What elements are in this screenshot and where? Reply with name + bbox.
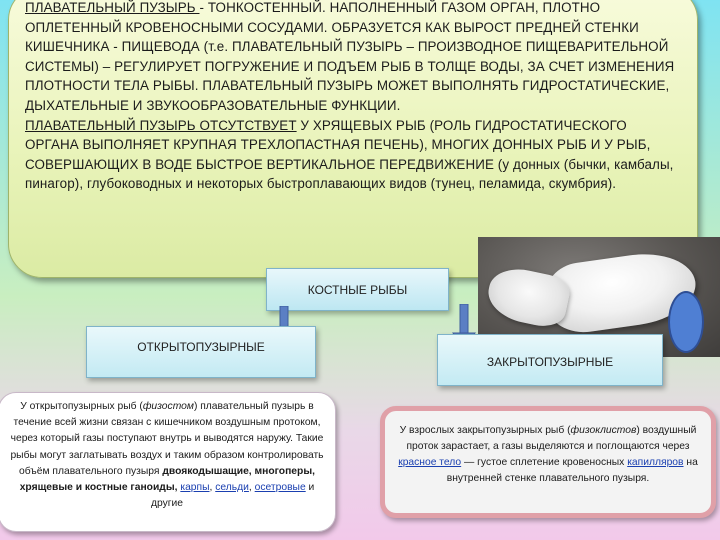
term-swim-bladder: ПЛАВАТЕЛЬНЫЙ ПУЗЫРЬ [25, 0, 200, 15]
main-description [25, 0, 680, 194]
desc-closed-text-1: У взрослых закрытопузырных рыб ( [399, 425, 571, 436]
link-carps[interactable]: карпы [180, 482, 210, 494]
term-swim-bladder-absent: ПЛАВАТЕЛЬНЫЙ ПУЗЫРЬ ОТСУТСТВУЕТ [25, 117, 297, 133]
open-bladder-fish-groups: двоякодышащие, многоперы, хрящевые и костные ганоиды, [19, 465, 315, 494]
open-bladder-label: ОТКРЫТОПУЗЫРНЫЕ [137, 340, 265, 354]
closed-bladder-label: ЗАКРЫТОПУЗЫРНЫЕ [486, 355, 614, 369]
desc-open-text-2: ) плавательный пузырь в течение всей жизни связан с кишечником воздушным протоком, через который газы поступают внутрь и выводятся наружу. Такие рыбы могут заглатывать воздух и таким образом контролировать объём плавательного пузыря [10, 401, 324, 477]
separator-2: , [248, 482, 255, 494]
blue-oval-shape [668, 291, 704, 353]
physostomi-term: физостом [142, 401, 194, 412]
desc-open-text-1: У открытопузырных рыб ( [20, 401, 143, 412]
swim-bladder-definition: - ТОНКОСТЕННЫЙ. НАПОЛНЕННЫЙ ГАЗОМ ОРГАН, ПЛОТНО ОПЛЕТЕННЫЙ КРОВЕНОСНЫМИ СОСУДАМИ. ОБРАЗУЕТСЯ КАК ВЫРОСТ ПРЕДНЕЙ СТЕНКИ КИШЕЧНИКА - ПИЩЕВОДА (т.е. ПЛАВАТЕЛЬНЫЙ ПУЗЫРЬ – ПРОИЗВОДНОЕ ПИЩЕВАРИТЕЛЬНОЙ СИСТЕМЫ) – РЕГУЛИРУЕТ ПОГРУЖЕНИЕ И ПОДЪЕМ РЫБ В ТОЛЩЕ ВОДЫ, ЗА СЧЕТ ИЗМЕНЕНИЯ ПЛОТНОСТИ ТЕЛА РЫБЫ. ПЛАВАТЕЛЬНЫЙ ПУЗЫРЬ МОЖЕТ ВЫПОЛНЯТЬ ГИДРОСТАТИЧЕСКИЕ, ДЫХАТЕЛЬНЫЕ И ЗВУКООБРАЗОВАТЕЛЬНЫЕ ФУНКЦИИ. [25, 0, 675, 113]
separator-1: , [209, 482, 216, 494]
bony-fish-box [266, 268, 449, 311]
desc-closed-text-4: на внутренней стенке плавательного пузыря. [446, 457, 698, 484]
closed-bladder-box [437, 334, 663, 386]
physoclisti-term: физоклистов [570, 425, 637, 436]
link-sturgeons[interactable]: осетровые [254, 482, 306, 494]
desc-open-text-3: и другие [150, 482, 315, 510]
link-herrings[interactable]: сельди [215, 482, 249, 494]
desc-closed-text-2: ) воздушный проток зарастает, а газы выделяются и поглощаются через [406, 425, 697, 452]
link-capillaries[interactable]: капилляров [627, 457, 684, 468]
open-bladder-description [0, 392, 336, 532]
bony-fish-label: КОСТНЫЕ РЫБЫ [307, 282, 408, 297]
closed-bladder-description [380, 406, 716, 518]
desc-closed-text-3: — густое сплетение кровеносных [461, 457, 628, 468]
link-red-body[interactable]: красное тело [398, 457, 462, 468]
swim-bladder-absent-text: У ХРЯЩЕВЫХ РЫБ (РОЛЬ ГИДРОСТАТИЧЕСКОГО ОРГАНА ВЫПОЛНЯЕТ КРУПНАЯ ТРЕХЛОПАСТНАЯ ПЕЧЕНЬ), МНОГИХ ДОННЫХ РЫБ И У РЫБ, СОВЕРШАЮЩИХ В ВОДЕ БЫСТРОЕ ВЕРТИКАЛЬНОЕ ПЕРЕДВИЖЕНИЕ (у донных (бычки, камбалы, пинагор), глубоководных и некоторых быстроплавающих видов (тунец, пеламида, скумбрия). [25, 117, 674, 192]
open-bladder-box [86, 326, 316, 378]
